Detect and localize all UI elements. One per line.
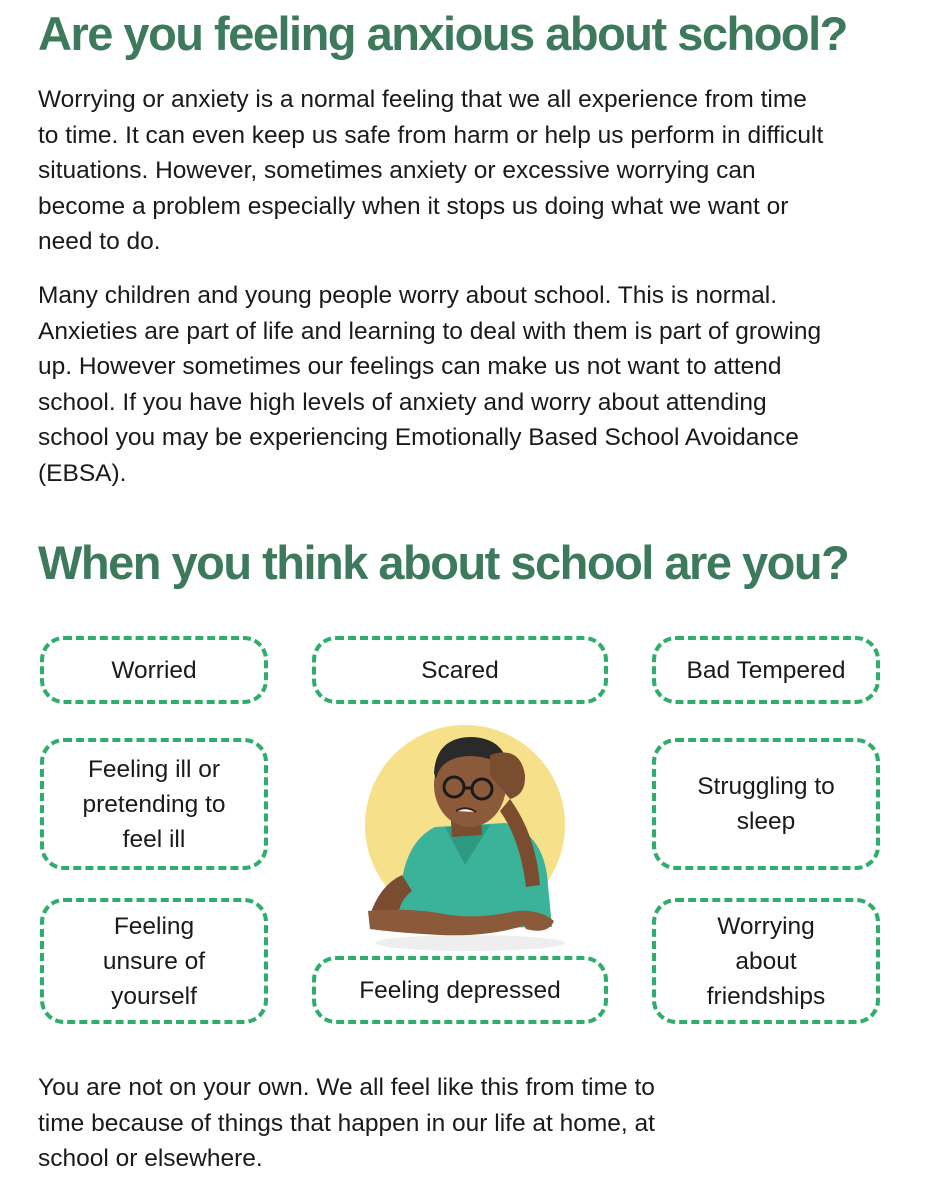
anxious-student-illustration	[340, 715, 590, 955]
feeling-chip-scared	[312, 636, 608, 704]
school-worry-paragraph: Many children and young people worry about school. This is normal. Anxieties are part of life and learning to deal with them is part of growing up. However sometimes our feelings can make us not want to attend school. If you have high levels of anxiety and worry about attending school you may be experiencing Emotionally Based School Avoidance (EBSA).	[38, 282, 822, 487]
feeling-label: Struggling to sleep	[697, 773, 835, 835]
feeling-chip-sleep	[652, 738, 880, 870]
page-title: Are you feeling anxious about school?	[38, 7, 847, 60]
feeling-label: Feeling ill or pretending to feel ill	[82, 755, 226, 853]
feeling-label: Feeling depressed	[359, 976, 561, 1004]
feeling-chip-worried	[40, 636, 268, 704]
feeling-label: Bad Tempered	[686, 656, 846, 684]
feeling-chip-ill	[40, 738, 268, 870]
feeling-chip-friendships	[652, 898, 880, 1024]
feeling-label: Worried	[111, 656, 197, 684]
feeling-label: Worrying about friendships	[706, 912, 826, 1010]
feeling-label: Scared	[421, 656, 499, 684]
feeling-chip-bad-tempered	[652, 636, 880, 704]
desk-shadow	[375, 935, 565, 951]
intro-paragraph: Worrying or anxiety is a normal feeling that we all experience from time to time. It can even keep us safe from harm or help us perform in difficult situations. However, sometimes anxiety or excessive worrying can become a problem especially when it stops us doing what we want or need to do.	[38, 86, 824, 255]
feeling-label: Feeling unsure of yourself	[102, 912, 206, 1010]
feeling-chip-depressed	[312, 956, 608, 1024]
feeling-chip-unsure	[40, 898, 268, 1024]
section-title: When you think about school are you?	[38, 536, 849, 589]
closing-paragraph: You are not on your own. We all feel like this from time to time because of things that happen in our life at home, at school or elsewhere.	[38, 1074, 655, 1172]
